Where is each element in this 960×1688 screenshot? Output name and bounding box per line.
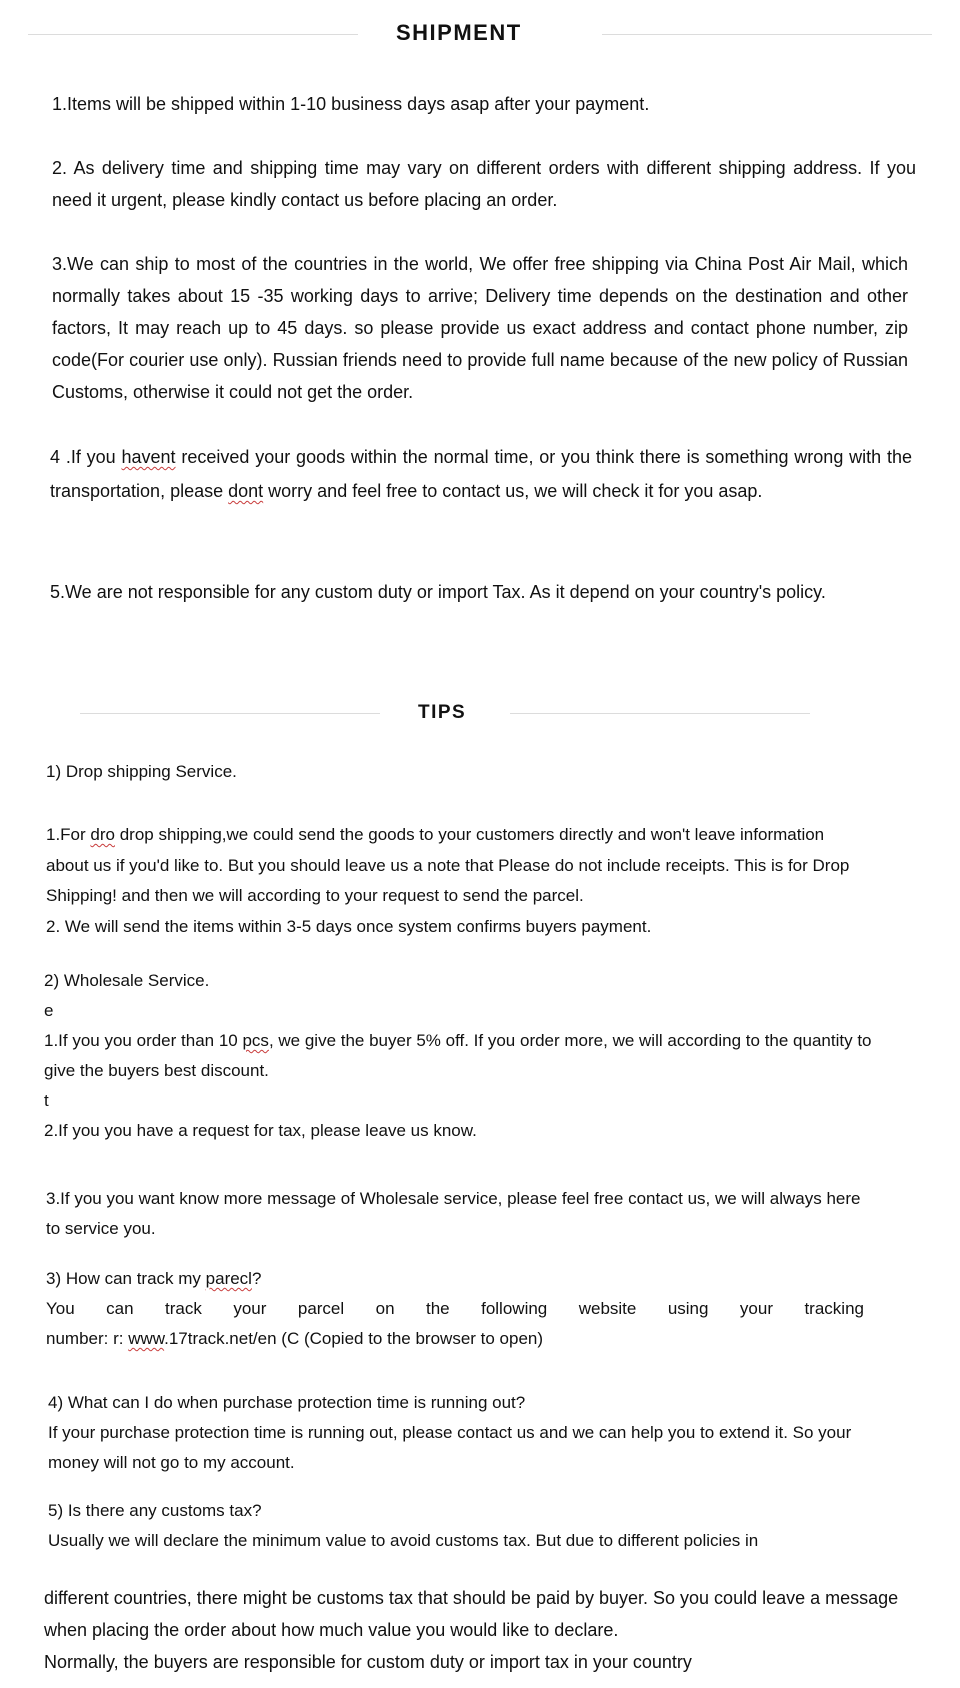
shipment-rule-left: [28, 34, 358, 35]
protection-heading: 4) What can I do when purchase protection time is running out?: [48, 1393, 526, 1412]
drop-shipping-heading: 1) Drop shipping Service.: [46, 762, 237, 781]
shipment-item-4: 4 .If you havent received your goods within the normal time, or you think there is something wrong with the transportation, please dont worry and feel free to contact us, we will check it for you asap.: [50, 447, 912, 501]
wholesale-item-3: 3.If you you want know more message of Wholesale service, please feel free contact us, we will always here to service you.: [46, 1189, 861, 1238]
wholesale-item-2: 2.If you you have a request for tax, please leave us know.: [44, 1121, 477, 1140]
shipment-title: SHIPMENT: [396, 20, 522, 45]
customs-tax-text-3: Normally, the buyers are responsible for custom duty or import tax in your country: [44, 1652, 692, 1672]
customs-tax-heading: 5) Is there any customs tax?: [48, 1501, 262, 1520]
protection-text: If your purchase protection time is running out, please contact us and we can help you to extend it. So your money will not go to my account.: [48, 1423, 852, 1472]
tracking-heading: 3) How can track my parecl?: [46, 1269, 262, 1288]
drop-shipping-item-1: 1.For dro drop shipping,we could send the goods to your customers directly and won't leave information about us if you'd like to. But you should leave us a note that Please do not include receipts. This is for Drop Shipping! and then we will according to your request to send the parcel.: [46, 825, 850, 905]
shipment-item-3: 3.We can ship to most of the countries in the world, We offer free shipping via China Post Air Mail, which normally takes about 15 -35 working days to arrive; Delivery time depends on the destination and other factors, It may reach up to 45 days. so please provide us exact address and contact phone number, zip code(For courier use only). Russian friends need to provide full name because of the new policy of Russian Customs, otherwise it could not get the order.: [52, 254, 908, 402]
tips-rule-right: [510, 713, 810, 714]
tips-title: TIPS: [418, 702, 467, 723]
shipment-item-5: 5.We are not responsible for any custom duty or import Tax. As it depend on your country's policy.: [50, 582, 826, 602]
stray-letter-e: e: [44, 1001, 54, 1020]
drop-shipping-item-2: 2. We will send the items within 3-5 days once system confirms buyers payment.: [46, 917, 652, 936]
shipment-item-1: 1.Items will be shipped within 1-10 business days asap after your payment.: [52, 94, 650, 114]
wholesale-item-1: 1.If you you order than 10 pcs, we give the buyer 5% off. If you order more, we will according to the quantity to give the buyers best discount.: [44, 1031, 872, 1080]
customs-tax-text-1: Usually we will declare the minimum value to avoid customs tax. But due to different policies in: [48, 1531, 759, 1550]
tracking-url[interactable]: www: [128, 1329, 165, 1348]
wholesale-heading: 2) Wholesale Service.: [44, 971, 210, 990]
tracking-text: You can track your parcel on the following website using your tracking number: r: www.17track.net/en (C (Copied to the browser to open): [46, 1299, 864, 1348]
shipment-rule-right: [602, 34, 932, 35]
stray-letter-t: t: [44, 1091, 49, 1110]
tips-rule-left: [80, 713, 380, 714]
customs-tax-text-2: different countries, there might be customs tax that should be paid by buyer. So you could leave a message when placing the order about how much value you would like to declare.: [44, 1588, 899, 1640]
shipment-item-2: 2. As delivery time and shipping time may vary on different orders with different shipping address. If you need it urgent, please kindly contact us before placing an order.: [52, 158, 916, 210]
